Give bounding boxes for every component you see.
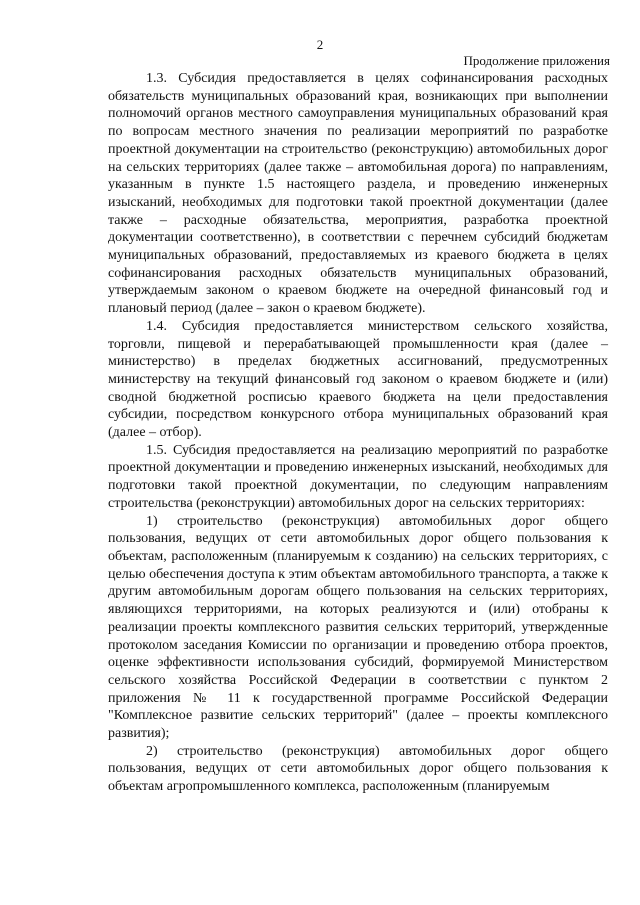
list-item-1: 1) строительство (реконструкция) автомобильных дорог общего пользования, ведущих от сети автомобильных дорог общего пользования к объектам, расположенным (планируемым к созданию) на сельских территориях, с целью обеспечения доступа к этим объектам автомобильного транспорта, а также к другим автомобильным дорогам общего пользования на сельских территориях, являющихся территориями, на которых реализуются и (или) отобраны к реализации проекты комплексного развития сельских территорий, утвержденные протоколом заседания Комиссии по организации и проведению отбора проектов, оценке эффективности использования субсидий, формируемой Министерством сельского хозяйства Российской Федерации в соответствии с пунктом 2 приложения № 11 к государственной программе Российской Федерации "Комплексное развитие сельских территорий" (далее – проекты комплексного развития);	[108, 513, 608, 742]
paragraph-1-4: 1.4. Субсидия предоставляется министерством сельского хозяйства, торговли, пищевой и перерабатывающей промышленности края (далее – министерство) в пределах бюджетных ассигнований, предусмотренных министерству на текущий финансовый год законом о краевом бюджете и (или) сводной бюджетной росписью краевого бюджета на цели предоставления субсидии, посредством конкурсного отбора муниципальных образований края (далее – отбор).	[108, 318, 608, 441]
list-item-2: 2) строительство (реконструкция) автомобильных дорог общего пользования, ведущих от сети автомобильных дорог общего пользования к объектам агропромышленного комплекса, расположенным (планируемым	[108, 743, 608, 795]
paragraph-1-5: 1.5. Субсидия предоставляется на реализацию мероприятий по разработке проектной документации и проведению инженерных изысканий, необходимых для подготовки такой проектной документации, по следующим направлениям строительства (реконструкции) автомобильных дорог на сельских территориях:	[108, 442, 608, 511]
continuation-label: Продолжение приложения	[463, 53, 610, 68]
document-body	[108, 70, 608, 796]
paragraph-1-3: 1.3. Субсидия предоставляется в целях софинансирования расходных обязательств муниципальных образований края, возникающих при выполнении полномочий органов местного самоуправления муниципальных образований края по вопросам местного значения по реализации мероприятий по разработке проектной документации на строительство (реконструкцию) автомобильных дорог на сельских территориях (далее также – автомобильная дорога) по направлениям, указанным в пункте 1.5 настоящего раздела, и проведению инженерных изысканий, необходимых для подготовки такой проектной документации (далее также – расходные обязательства, мероприятия, разработка проектной документации соответственно), в соответствии с перечнем субсидий бюджетам муниципальных образований, предоставляемых из краевого бюджета в целях софинансирования расходных обязательств муниципальных образований, утверждаемым законом о краевом бюджете на очередной финансовый год и плановый период (далее – закон о краевом бюджете).	[108, 71, 608, 317]
page-number: 2	[316, 37, 324, 52]
